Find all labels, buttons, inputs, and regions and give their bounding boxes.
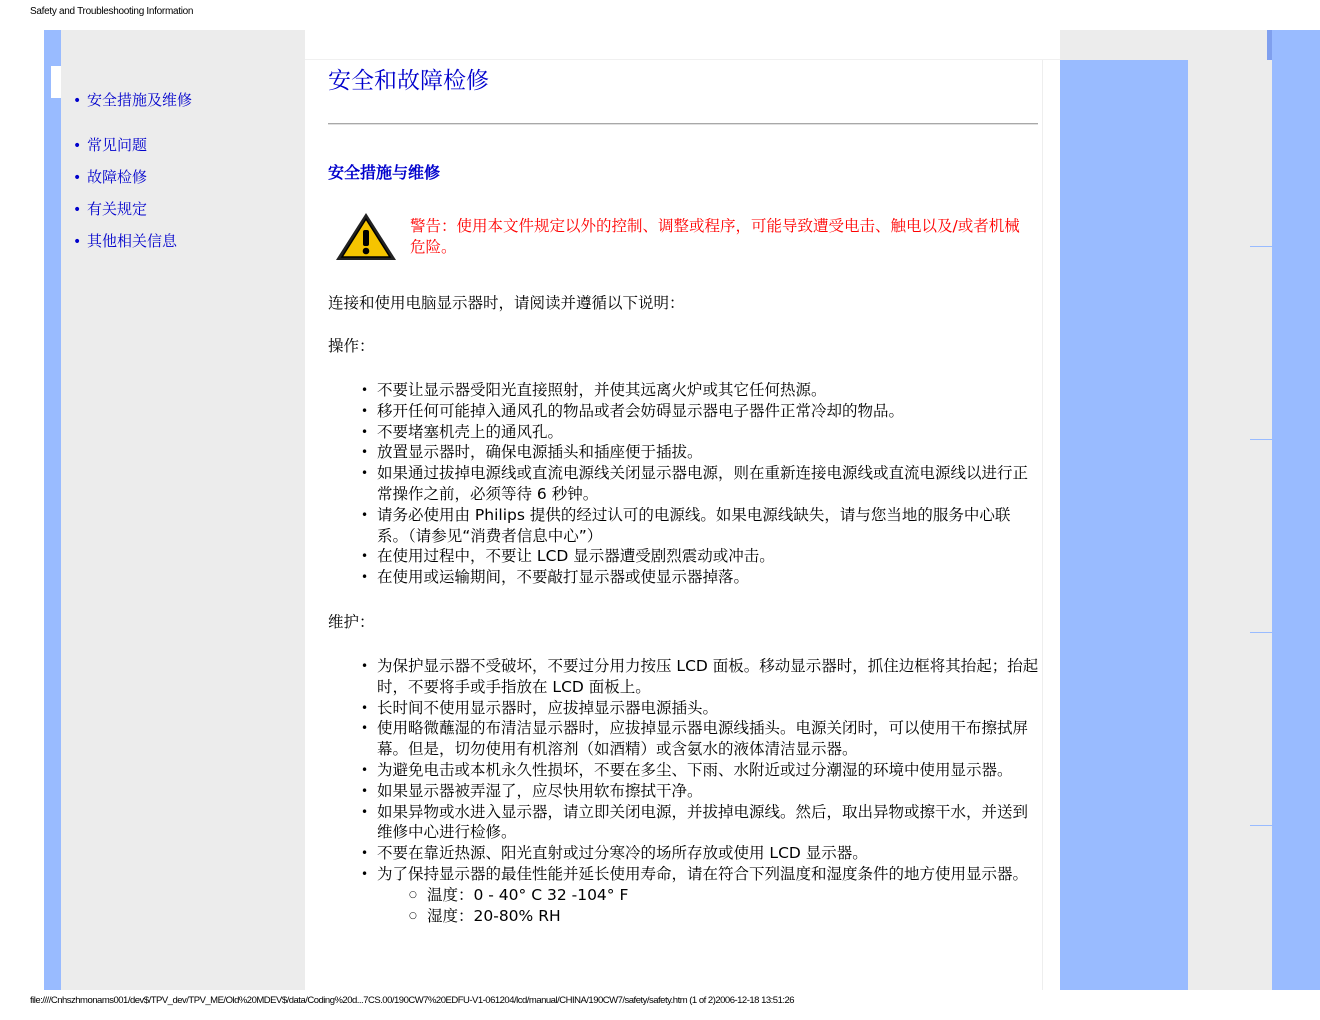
nav-item-troubleshooting xyxy=(73,167,192,188)
list-item: • 在使用或运输期间，不要敲打显示器或使显示器掉落。 xyxy=(355,567,1040,588)
bullet-dot-icon: • xyxy=(73,93,82,109)
nav-link-faq[interactable]: 常见问题 xyxy=(87,136,148,154)
print-footer: file:////Cnhszhmonams001/dev$/TPV_dev/TPV_ME/Old%20MDEV$/data/Coding%20d...7CS.00/190CW7%20EDFU-V1-061204/lcd/manual/CHINA/190CW7/safety/safety.htm (1 of 2)2006-12-18 13:51:26 xyxy=(30,995,795,1006)
operation-list xyxy=(355,380,1040,588)
list-item: • 不要堵塞机壳上的通风孔。 xyxy=(355,422,1040,443)
right-frame-tick xyxy=(1250,825,1272,826)
list-item: • 如果显示器被弄湿了，应尽快用软布擦拭干净。 xyxy=(355,781,1040,802)
top-band xyxy=(305,30,1060,60)
list-item: • 放置显示器时，确保电源插头和插座便于插拔。 xyxy=(355,442,1040,463)
list-item: • 为避免电击或本机永久性损坏，不要在多尘、下雨、水附近或过分潮湿的环境中使用显示器。 xyxy=(355,760,1040,781)
left-frame-stripe xyxy=(51,30,61,66)
left-frame-stripe xyxy=(44,30,51,990)
nav-item-safety xyxy=(73,90,192,111)
right-frame-top xyxy=(1060,30,1270,60)
bullet-dot-icon: • xyxy=(73,202,82,218)
bullet-dot-icon: • xyxy=(73,234,82,250)
conditions-list xyxy=(377,885,1040,927)
list-item: • 如果异物或水进入显示器，请立即关闭电源，并拔掉电源线。然后，取出异物或擦干水，并送到维修中心进行检修。 xyxy=(355,802,1040,844)
right-frame-tick xyxy=(1250,632,1272,633)
list-item: • 不要让显示器受阳光直接照射，并使其远离火炉或其它任何热源。 xyxy=(355,380,1040,401)
list-item: • 移开任何可能掉入通风孔的物品或者会妨碍显示器电子器件正常冷却的物品。 xyxy=(355,401,1040,422)
section-title: 安全措施与维修 xyxy=(328,163,441,182)
maintenance-heading: 维护： xyxy=(328,613,375,631)
bullet-dot-icon: • xyxy=(73,170,82,186)
nav-item-regulatory xyxy=(73,199,192,220)
bullet-dot-icon: • xyxy=(73,138,82,154)
right-frame-tick xyxy=(1250,246,1272,247)
list-item xyxy=(355,864,1040,926)
list-item: • 为保护显示器不受破坏，不要过分用力按压 LCD 面板。移动显示器时，抓住边框将其抬起；抬起时，不要将手或手指放在 LCD 面板上。 xyxy=(355,656,1040,698)
list-item: • 如果通过拔掉电源线或直流电源线关闭显示器电源，则在重新连接电源线或直流电源线以进行正常操作之前，必须等待 6 秒钟。 xyxy=(355,463,1040,505)
left-frame-stripe xyxy=(51,98,61,126)
page-title: 安全和故障检修 xyxy=(328,68,489,94)
nav-link-regulatory[interactable]: 有关规定 xyxy=(87,200,148,218)
right-frame-gray-column xyxy=(1188,60,1272,990)
list-item-text: 为了保持显示器的最佳性能并延长使用寿命，请在符合下列温度和湿度条件的地方使用显示器。 xyxy=(377,864,1029,883)
condition-temperature: ○ 温度：0 - 40° C 32 -104° F xyxy=(405,885,1040,906)
horizontal-rule xyxy=(328,123,1038,125)
left-frame-stripe xyxy=(51,126,61,990)
right-frame-blue-edge xyxy=(1272,30,1320,990)
nav-panel xyxy=(61,30,305,990)
intro-text: 连接和使用电脑显示器时，请阅读并遵循以下说明： xyxy=(328,294,685,312)
main-content xyxy=(305,30,1043,990)
list-item: • 使用略微蘸湿的布清洁显示器时，应拔掉显示器电源线插头。电源关闭时，可以使用干布擦拭屏幕。但是，切勿使用有机溶剂（如酒精）或含氨水的液体清洁显示器。 xyxy=(355,718,1040,760)
list-item: • 请务必使用由 Philips 提供的经过认可的电源线。如果电源线缺失，请与您当地的服务中心联系。（请参见“消费者信息中心”） xyxy=(355,505,1040,547)
nav-list xyxy=(73,90,192,263)
maintenance-list xyxy=(355,656,1040,926)
condition-humidity: ○ 湿度：20-80% RH xyxy=(405,906,1040,927)
right-frame-edge-accent xyxy=(1267,30,1272,60)
operation-heading: 操作： xyxy=(328,337,375,355)
nav-item-faq xyxy=(73,135,192,156)
print-header: Safety and Troubleshooting Information xyxy=(30,6,194,17)
list-item: • 不要在靠近热源、阳光直射或过分寒冷的场所存放或使用 LCD 显示器。 xyxy=(355,843,1040,864)
warning-triangle-icon xyxy=(333,210,399,264)
nav-item-other-info xyxy=(73,231,192,252)
nav-link-safety[interactable]: 安全措施及维修 xyxy=(87,91,193,109)
main-border xyxy=(1042,60,1043,990)
nav-link-other-info[interactable]: 其他相关信息 xyxy=(87,232,178,250)
list-item: • 长时间不使用显示器时，应拔掉显示器电源插头。 xyxy=(355,698,1040,719)
right-frame-tick xyxy=(1250,439,1272,440)
right-frame-blue-column xyxy=(1060,60,1188,990)
nav-link-troubleshooting[interactable]: 故障检修 xyxy=(87,168,148,186)
list-item: • 在使用过程中，不要让 LCD 显示器遭受剧烈震动或冲击。 xyxy=(355,546,1040,567)
warning-text: 警告：使用本文件规定以外的控制、调整或程序，可能导致遭受电击、触电以及/或者机械危险。 xyxy=(410,217,1020,256)
